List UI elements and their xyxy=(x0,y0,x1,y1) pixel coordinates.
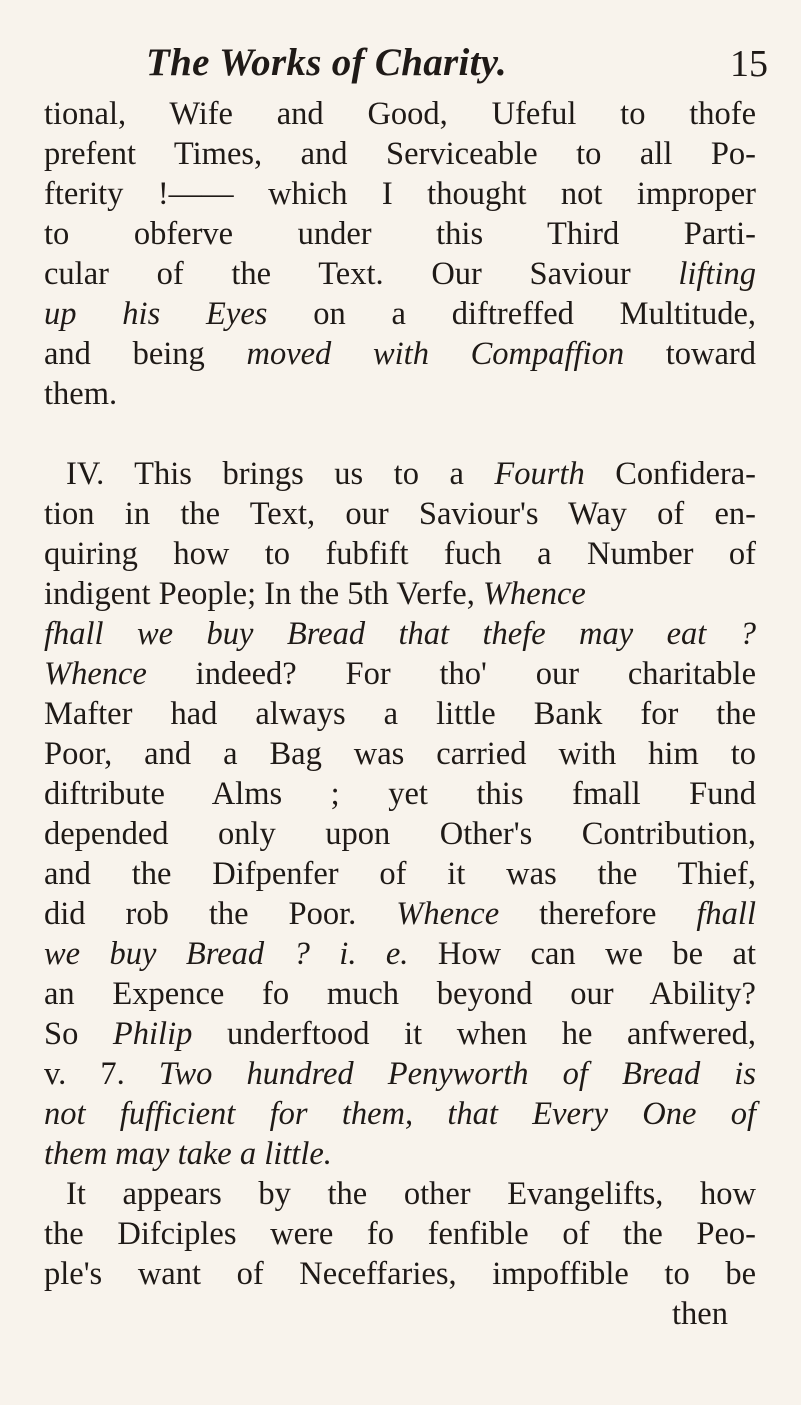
italic-text: them may take a little. xyxy=(44,1136,332,1172)
italic-text: Philip xyxy=(112,1016,193,1052)
text-line xyxy=(44,1134,756,1174)
roman-text: cular of the Text. Our Saviour xyxy=(44,256,679,292)
text-line xyxy=(44,1294,756,1334)
roman-text: to obferve under this Third Parti- xyxy=(44,216,756,252)
roman-text: tional, Wife and Good, Ufeful to thofe xyxy=(44,96,756,132)
italic-text: not fufficient for them, that Every One of xyxy=(44,1096,756,1132)
text-line xyxy=(44,494,756,534)
body-text xyxy=(44,94,756,1334)
roman-text: How can we be at xyxy=(408,936,756,972)
italic-text: moved with Compaffion xyxy=(246,336,625,372)
roman-text: and being xyxy=(44,336,247,372)
running-title: The Works of Charity. xyxy=(146,41,507,84)
roman-text: v. 7. xyxy=(44,1056,159,1092)
roman-text: an Expence fo much beyond our Ability? xyxy=(44,976,756,1012)
text-line xyxy=(44,1254,756,1294)
text-line xyxy=(44,974,756,1014)
text-line xyxy=(44,134,756,174)
page-number: 15 xyxy=(730,43,768,85)
roman-text: prefent Times, and Serviceable to all Po- xyxy=(44,136,756,172)
roman-text: and the Difpenfer of it was the Thief, xyxy=(44,856,756,892)
roman-text: did rob the Poor. xyxy=(44,896,397,932)
roman-text: It appears by the other Evangelifts, how xyxy=(66,1176,756,1212)
text-line xyxy=(44,534,756,574)
text-line xyxy=(44,214,756,254)
roman-text: therefore xyxy=(499,896,697,932)
text-line xyxy=(44,814,756,854)
text-line xyxy=(44,654,756,694)
roman-text: IV. This brings us to a xyxy=(66,456,495,492)
roman-text: Mafter had always a little Bank for the xyxy=(44,696,756,732)
italic-text: Fourth xyxy=(494,456,585,492)
roman-text: ple's want of Neceffaries, impoffible to be xyxy=(44,1256,756,1292)
roman-text: Poor, and a Bag was carried with him to xyxy=(44,736,756,772)
roman-text: quiring how to fubfift fuch a Number of xyxy=(44,536,756,572)
roman-text: indeed? For tho' our charitable xyxy=(146,656,756,692)
roman-text: the Difciples were fo fenfible of the Peo- xyxy=(44,1216,756,1252)
roman-text: indigent People; In the 5th Verfe, xyxy=(44,576,483,612)
italic-text: lifting xyxy=(678,256,756,292)
page-header xyxy=(0,40,801,96)
roman-text: diftribute Alms ; yet this fmall Fund xyxy=(44,776,756,812)
text-line xyxy=(44,734,756,774)
text-line xyxy=(44,334,756,374)
italic-text: we buy Bread ? i. e. xyxy=(44,936,409,972)
italic-text: Whence xyxy=(482,576,586,612)
text-line xyxy=(44,1054,756,1094)
text-line xyxy=(44,574,756,614)
italic-text: up his Eyes xyxy=(44,296,268,332)
roman-text: depended only upon Other's Contribution, xyxy=(44,816,756,852)
text-line xyxy=(44,1214,756,1254)
text-line xyxy=(44,374,756,414)
italic-text: fhall xyxy=(696,896,756,932)
roman-text: So xyxy=(44,1016,113,1052)
roman-text: tion in the Text, our Saviour's Way of en- xyxy=(44,496,756,532)
text-line xyxy=(44,614,756,654)
italic-text: fhall we buy Bread that thefe may eat ? xyxy=(44,616,756,652)
text-line xyxy=(44,1094,756,1134)
text-line xyxy=(44,254,756,294)
italic-text: Two hundred Penyworth of Bread is xyxy=(158,1056,756,1092)
roman-text: on a diftreffed Multitude, xyxy=(267,296,756,332)
text-line xyxy=(44,894,756,934)
text-line xyxy=(44,854,756,894)
text-line xyxy=(44,934,756,974)
roman-text: them. xyxy=(44,376,118,412)
roman-text: then xyxy=(672,1296,728,1332)
text-line xyxy=(44,694,756,734)
text-line xyxy=(44,1174,756,1214)
roman-text: underftood it when he anfwered, xyxy=(192,1016,756,1052)
text-line xyxy=(44,294,756,334)
roman-text: toward xyxy=(624,336,757,372)
roman-text: Confidera- xyxy=(584,456,757,492)
text-line xyxy=(44,94,756,134)
text-line xyxy=(44,454,756,494)
italic-text: Whence xyxy=(44,656,147,692)
text-line xyxy=(44,1014,756,1054)
italic-text: Whence xyxy=(396,896,500,932)
paragraph-gap xyxy=(44,414,756,454)
roman-text: fterity !—— which I thought not improper xyxy=(44,176,756,212)
text-line xyxy=(44,174,756,214)
text-line xyxy=(44,774,756,814)
